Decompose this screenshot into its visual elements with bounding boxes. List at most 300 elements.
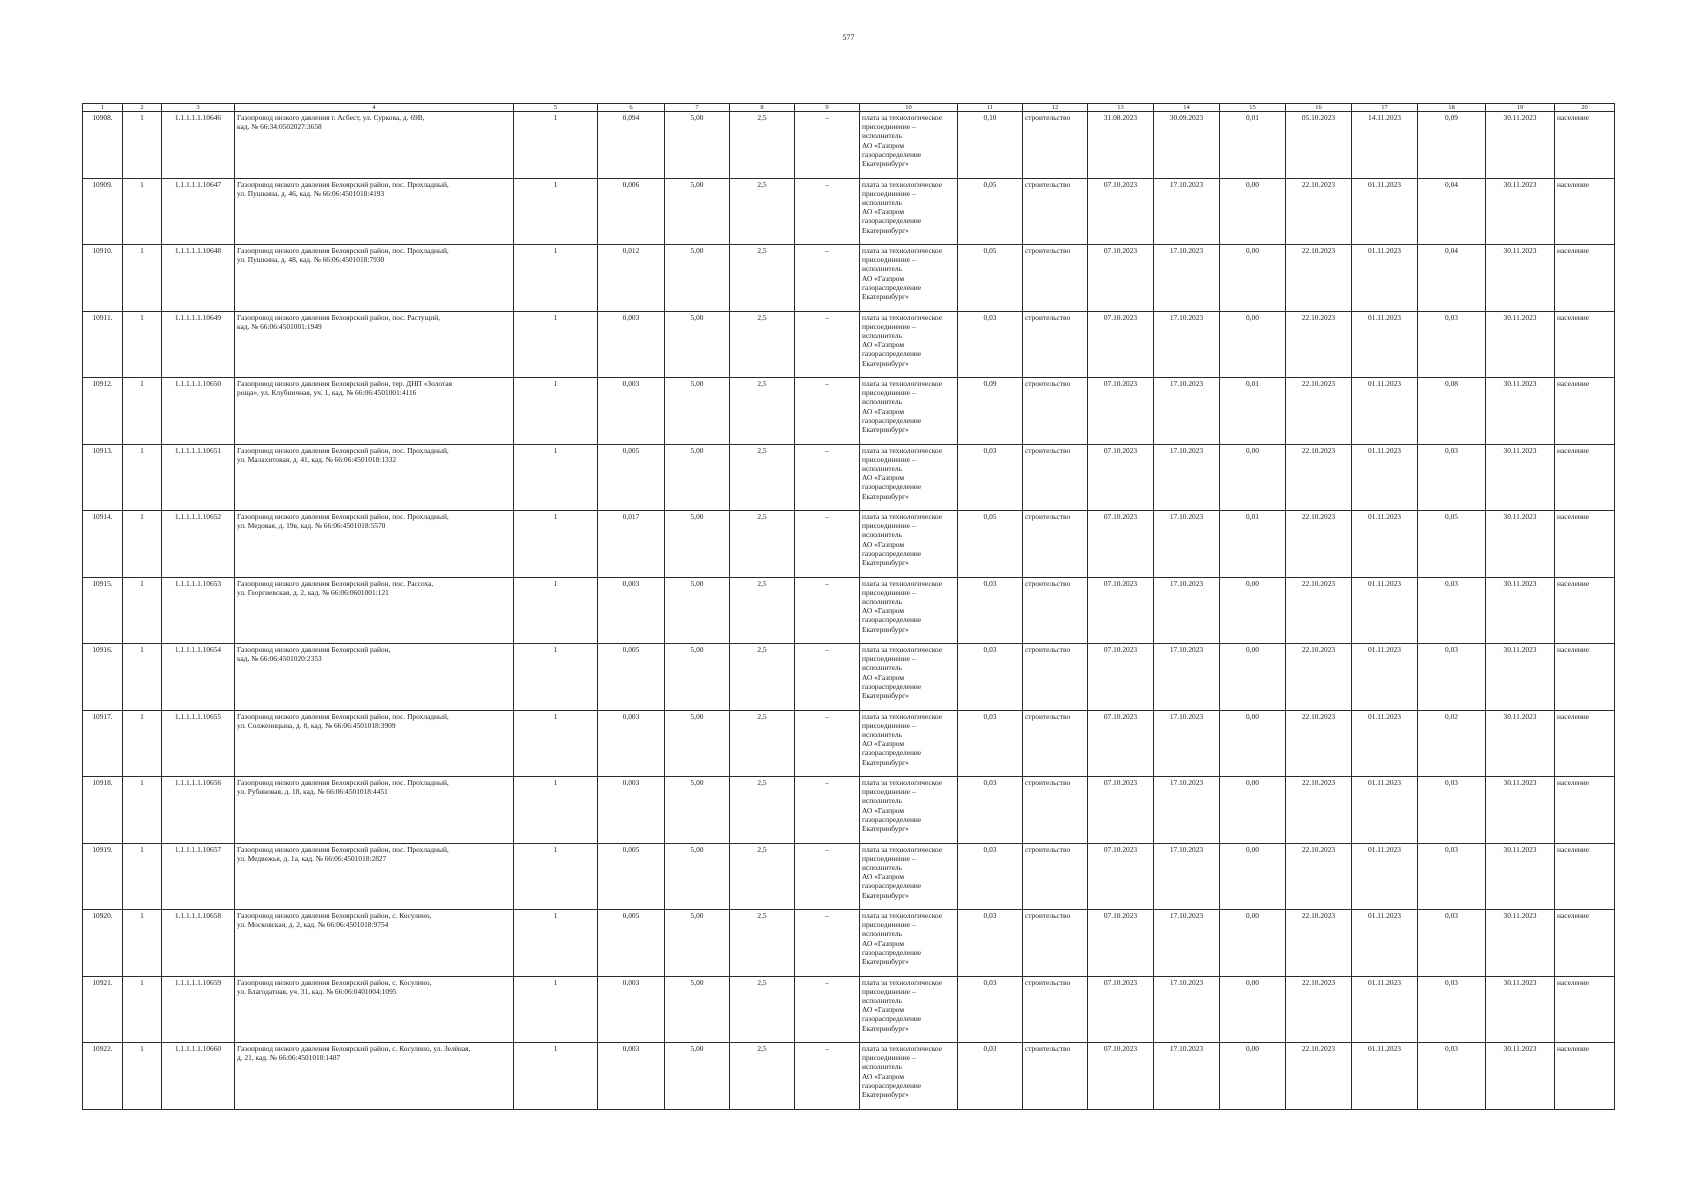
fee-note-line: исполнитель <box>862 1062 902 1072</box>
column-15-cell: 0,00 <box>1220 311 1286 378</box>
column-14-cell: 17.10.2023 <box>1154 910 1220 977</box>
column-13-cell: 07.10.2023 <box>1088 577 1154 644</box>
column-9-cell: – <box>795 444 860 511</box>
fee-note-line: плата за технологическое <box>862 578 943 588</box>
fee-note-line: исполнитель <box>862 596 902 606</box>
column-1-cell: 10915. <box>83 577 123 644</box>
fee-note-line: АО «Газпром <box>862 739 905 749</box>
column-10-cell <box>860 577 958 644</box>
column-10-cell <box>860 511 958 578</box>
column-4-cell <box>235 843 514 910</box>
fee-note-line: АО «Газпром <box>862 140 905 150</box>
description-line: ул. Малахитовая, д. 41, кад. № 66:06:4501018:1332 <box>237 454 397 464</box>
column-5-cell: 1 <box>514 843 598 910</box>
column-16-cell: 22.10.2023 <box>1286 777 1352 844</box>
column-4-cell <box>235 910 514 977</box>
description-line: Газопровод низкого давления Белоярский район, с. Косулино, ул. Зелёная, <box>237 1044 471 1053</box>
column-4-cell <box>235 644 514 711</box>
column-9-cell: – <box>795 577 860 644</box>
column-16-cell: 22.10.2023 <box>1286 511 1352 578</box>
column-17-cell: 01.11.2023 <box>1352 777 1418 844</box>
column-2-cell: 1 <box>123 644 162 711</box>
fee-note-line: присоединение – <box>862 188 916 198</box>
column-12-cell: строительство <box>1023 112 1088 179</box>
column-20-cell: население <box>1555 644 1615 711</box>
table-row <box>83 311 1615 378</box>
column-18-cell: 0,02 <box>1418 710 1486 777</box>
fee-note-line: плата за технологическое <box>862 113 943 122</box>
column-7-cell: 5,00 <box>665 178 730 245</box>
column-20-cell: население <box>1555 378 1615 445</box>
column-9-cell: – <box>795 1043 860 1110</box>
column-3-cell: 1.1.1.1.1.10658 <box>162 910 235 977</box>
fee-note-line: Екатеринбург» <box>862 1023 909 1033</box>
column-12-cell: строительство <box>1023 777 1088 844</box>
fee-note-line: плата за технологическое <box>862 179 943 189</box>
column-2-cell: 1 <box>123 910 162 977</box>
column-7-cell: 5,00 <box>665 976 730 1043</box>
column-17-cell: 01.11.2023 <box>1352 910 1418 977</box>
column-12-cell: строительство <box>1023 245 1088 312</box>
table-row <box>83 644 1615 711</box>
column-7-cell: 5,00 <box>665 710 730 777</box>
column-16-cell: 22.10.2023 <box>1286 1043 1352 1110</box>
description-line: Газопровод низкого давления Белоярский район, пос. Прохладный, <box>237 179 449 189</box>
column-12-cell: строительство <box>1023 910 1088 977</box>
table-body <box>83 112 1615 1110</box>
column-17-cell: 01.11.2023 <box>1352 843 1418 910</box>
column-9-cell: – <box>795 245 860 312</box>
column-7-cell: 5,00 <box>665 311 730 378</box>
header-cell-20: 20 <box>1555 104 1615 112</box>
column-6-cell: 0,003 <box>598 577 665 644</box>
column-2-cell: 1 <box>123 710 162 777</box>
description-line: Газопровод низкого давления Белоярский район, пос. Прохладный, <box>237 778 449 787</box>
column-6-cell: 0,005 <box>598 444 665 511</box>
column-2-cell: 1 <box>123 511 162 578</box>
column-1-cell: 10916. <box>83 644 123 711</box>
column-7-cell: 5,00 <box>665 112 730 179</box>
column-19-cell: 30.11.2023 <box>1486 577 1555 644</box>
column-1-cell: 10911. <box>83 311 123 378</box>
column-1-cell: 10908. <box>83 112 123 179</box>
column-15-cell: 0,00 <box>1220 644 1286 711</box>
column-8-cell: 2,5 <box>730 511 795 578</box>
table-row <box>83 910 1615 977</box>
column-15-cell: 0,01 <box>1220 378 1286 445</box>
column-2-cell: 1 <box>123 1043 162 1110</box>
page-number: 577 <box>842 33 855 42</box>
column-10-cell <box>860 644 958 711</box>
fee-note-line: газораспределение <box>862 149 922 159</box>
column-3-cell: 1.1.1.1.1.10648 <box>162 245 235 312</box>
column-17-cell: 01.11.2023 <box>1352 178 1418 245</box>
column-10-cell <box>860 843 958 910</box>
fee-note-line: исполнитель <box>862 729 902 739</box>
column-12-cell: строительство <box>1023 644 1088 711</box>
fee-note-line: АО «Газпром <box>862 672 905 682</box>
description-line: Газопровод низкого давления Белоярский район, <box>237 645 391 654</box>
column-6-cell: 0,012 <box>598 245 665 312</box>
column-13-cell: 07.10.2023 <box>1088 444 1154 511</box>
column-15-cell: 0,00 <box>1220 1043 1286 1110</box>
fee-note-line: газораспределение <box>862 415 922 425</box>
fee-note-line: Екатеринбург» <box>862 358 909 368</box>
fee-note-line: присоединение – <box>862 388 916 398</box>
column-10-cell <box>860 178 958 245</box>
column-7-cell: 5,00 <box>665 577 730 644</box>
column-3-cell: 1.1.1.1.1.10646 <box>162 112 235 179</box>
column-15-cell: 0,00 <box>1220 710 1286 777</box>
column-8-cell: 2,5 <box>730 444 795 511</box>
column-14-cell: 30.09.2023 <box>1154 112 1220 179</box>
column-17-cell: 01.11.2023 <box>1352 245 1418 312</box>
column-6-cell: 0,005 <box>598 843 665 910</box>
table-row <box>83 577 1615 644</box>
fee-note-line: плата за технологическое <box>862 778 943 787</box>
fee-note-line: присоединение – <box>862 587 916 597</box>
fee-note-line: плата за технологическое <box>862 844 943 854</box>
table-row <box>83 178 1615 245</box>
column-20-cell: население <box>1555 511 1615 578</box>
column-6-cell: 0,003 <box>598 777 665 844</box>
header-cell-10: 10 <box>860 104 958 112</box>
column-9-cell: – <box>795 976 860 1043</box>
fee-note-line: присоединение – <box>862 122 916 132</box>
column-11-cell: 0,03 <box>958 444 1023 511</box>
fee-note-line: Екатеринбург» <box>862 957 909 967</box>
column-20-cell: население <box>1555 1043 1615 1110</box>
description-line: кад. № 66:06:4501020:2353 <box>237 654 322 663</box>
column-1-cell: 10913. <box>83 444 123 511</box>
column-7-cell: 5,00 <box>665 644 730 711</box>
description-line: кад. № 66:34:0502027:3658 <box>237 122 322 131</box>
fee-note-line: присоединение – <box>862 321 916 331</box>
header-cell-18: 18 <box>1418 104 1486 112</box>
column-19-cell: 30.11.2023 <box>1486 910 1555 977</box>
column-12-cell: строительство <box>1023 311 1088 378</box>
header-cell-3: 3 <box>162 104 235 112</box>
fee-note-line: плата за технологическое <box>862 1044 943 1053</box>
column-6-cell: 0,006 <box>598 178 665 245</box>
fee-note-line: Екатеринбург» <box>862 890 909 900</box>
column-7-cell: 5,00 <box>665 378 730 445</box>
column-10-cell <box>860 1043 958 1110</box>
column-16-cell: 22.10.2023 <box>1286 378 1352 445</box>
column-14-cell: 17.10.2023 <box>1154 378 1220 445</box>
fee-note-line: Екатеринбург» <box>862 225 909 235</box>
fee-note-line: исполнитель <box>862 264 902 274</box>
column-16-cell: 22.10.2023 <box>1286 910 1352 977</box>
column-14-cell: 17.10.2023 <box>1154 511 1220 578</box>
description-line: ул. Георгиевская, д. 2, кад. № 66:06:0601001:121 <box>237 587 389 597</box>
fee-note-line: присоединение – <box>862 920 916 930</box>
header-cell-19: 19 <box>1486 104 1555 112</box>
column-17-cell: 01.11.2023 <box>1352 710 1418 777</box>
column-1-cell: 10912. <box>83 378 123 445</box>
fee-note-line: исполнитель <box>862 463 902 473</box>
column-11-cell: 0,10 <box>958 112 1023 179</box>
column-1-cell: 10922. <box>83 1043 123 1110</box>
column-18-cell: 0,03 <box>1418 444 1486 511</box>
column-3-cell: 1.1.1.1.1.10649 <box>162 311 235 378</box>
column-13-cell: 31.08.2023 <box>1088 112 1154 179</box>
column-18-cell: 0,04 <box>1418 178 1486 245</box>
fee-note-line: исполнитель <box>862 330 902 340</box>
column-11-cell: 0,05 <box>958 511 1023 578</box>
column-15-cell: 0,00 <box>1220 910 1286 977</box>
fee-note-line: АО «Газпром <box>862 872 905 882</box>
column-18-cell: 0,03 <box>1418 976 1486 1043</box>
column-6-cell: 0,094 <box>598 112 665 179</box>
column-5-cell: 1 <box>514 644 598 711</box>
column-9-cell: – <box>795 910 860 977</box>
header-cell-7: 7 <box>665 104 730 112</box>
column-19-cell: 30.11.2023 <box>1486 777 1555 844</box>
column-16-cell: 22.10.2023 <box>1286 710 1352 777</box>
column-10-cell <box>860 378 958 445</box>
description-line: ул. Медвежья, д. 1а, кад. № 66:06:4501018:2827 <box>237 853 387 863</box>
column-16-cell: 22.10.2023 <box>1286 178 1352 245</box>
column-10-cell <box>860 710 958 777</box>
column-14-cell: 17.10.2023 <box>1154 245 1220 312</box>
column-11-cell: 0,09 <box>958 378 1023 445</box>
description-line: Газопровод низкого давления Белоярский район, пос. Прохладный, <box>237 246 449 255</box>
column-8-cell: 2,5 <box>730 245 795 312</box>
column-19-cell: 30.11.2023 <box>1486 976 1555 1043</box>
column-1-cell: 10910. <box>83 245 123 312</box>
header-cell-4: 4 <box>235 104 514 112</box>
fee-note-line: присоединение – <box>862 521 916 531</box>
column-19-cell: 30.11.2023 <box>1486 444 1555 511</box>
column-11-cell: 0,03 <box>958 1043 1023 1110</box>
description-line: Газопровод низкого давления Белоярский район, тер. ДНП «Золотая <box>237 379 453 388</box>
fee-note-line: исполнитель <box>862 796 902 806</box>
column-18-cell: 0,03 <box>1418 577 1486 644</box>
column-15-cell: 0,00 <box>1220 444 1286 511</box>
column-17-cell: 01.11.2023 <box>1352 511 1418 578</box>
column-6-cell: 0,005 <box>598 910 665 977</box>
fee-note-line: газораспределение <box>862 216 922 226</box>
column-3-cell: 1.1.1.1.1.10655 <box>162 710 235 777</box>
column-3-cell: 1.1.1.1.1.10650 <box>162 378 235 445</box>
fee-note-line: газораспределение <box>862 881 922 891</box>
column-5-cell: 1 <box>514 378 598 445</box>
fee-note-line: присоединение – <box>862 986 916 996</box>
header-cell-8: 8 <box>730 104 795 112</box>
column-11-cell: 0,03 <box>958 577 1023 644</box>
column-13-cell: 07.10.2023 <box>1088 178 1154 245</box>
column-9-cell: – <box>795 178 860 245</box>
fee-note-line: присоединение – <box>862 1053 916 1063</box>
column-11-cell: 0,03 <box>958 777 1023 844</box>
table-row <box>83 710 1615 777</box>
fee-note-line: плата за технологическое <box>862 645 943 654</box>
fee-note-line: плата за технологическое <box>862 977 943 987</box>
column-18-cell: 0,03 <box>1418 1043 1486 1110</box>
column-19-cell: 30.11.2023 <box>1486 511 1555 578</box>
column-18-cell: 0,04 <box>1418 245 1486 312</box>
column-16-cell: 22.10.2023 <box>1286 976 1352 1043</box>
table-row <box>83 777 1615 844</box>
fee-note-line: АО «Газпром <box>862 805 905 815</box>
column-14-cell: 17.10.2023 <box>1154 577 1220 644</box>
column-13-cell: 07.10.2023 <box>1088 644 1154 711</box>
column-4-cell <box>235 311 514 378</box>
column-8-cell: 2,5 <box>730 710 795 777</box>
column-14-cell: 17.10.2023 <box>1154 444 1220 511</box>
column-5-cell: 1 <box>514 311 598 378</box>
column-14-cell: 17.10.2023 <box>1154 311 1220 378</box>
fee-note-line: АО «Газпром <box>862 207 905 217</box>
column-11-cell: 0,05 <box>958 178 1023 245</box>
column-5-cell: 1 <box>514 511 598 578</box>
column-2-cell: 1 <box>123 112 162 179</box>
fee-note-line: исполнитель <box>862 131 902 141</box>
fee-note-line: Екатеринбург» <box>862 491 909 501</box>
column-18-cell: 0,03 <box>1418 910 1486 977</box>
column-19-cell: 30.11.2023 <box>1486 1043 1555 1110</box>
column-16-cell: 05.10.2023 <box>1286 112 1352 179</box>
description-line: ул. Пушкина, д. 46, кад. № 66:06:4501018:4193 <box>237 188 385 198</box>
fee-note-line: газораспределение <box>862 282 922 292</box>
column-3-cell: 1.1.1.1.1.10647 <box>162 178 235 245</box>
column-20-cell: население <box>1555 311 1615 378</box>
column-20-cell: население <box>1555 245 1615 312</box>
column-10-cell <box>860 910 958 977</box>
description-line: Газопровод низкого давления Белоярский район, с. Косулино, <box>237 977 432 987</box>
fee-note-line: газораспределение <box>862 814 922 824</box>
description-line: Газопровод низкого давления Белоярский район, пос. Прохладный, <box>237 711 449 721</box>
column-17-cell: 01.11.2023 <box>1352 976 1418 1043</box>
fee-note-line: газораспределение <box>862 1014 922 1024</box>
fee-note-line: Екатеринбург» <box>862 691 909 701</box>
description-line: роща», ул. Клубничная, уч. 1, кад. № 66:06:4501001:4116 <box>237 388 417 397</box>
header-cell-14: 14 <box>1154 104 1220 112</box>
column-20-cell: население <box>1555 577 1615 644</box>
description-line: Газопровод низкого давления Белоярский район, пос. Растущий, <box>237 312 441 322</box>
fee-note-line: исполнитель <box>862 929 902 939</box>
fee-note-line: АО «Газпром <box>862 273 905 283</box>
column-12-cell: строительство <box>1023 444 1088 511</box>
header-cell-9: 9 <box>795 104 860 112</box>
column-9-cell: – <box>795 644 860 711</box>
fee-note-line: плата за технологическое <box>862 445 943 455</box>
column-15-cell: 0,00 <box>1220 843 1286 910</box>
fee-note-line: плата за технологическое <box>862 911 943 920</box>
column-12-cell: строительство <box>1023 710 1088 777</box>
column-5-cell: 1 <box>514 178 598 245</box>
header-cell-17: 17 <box>1352 104 1418 112</box>
column-4-cell <box>235 112 514 179</box>
header-cell-2: 2 <box>123 104 162 112</box>
column-5-cell: 1 <box>514 444 598 511</box>
column-3-cell: 1.1.1.1.1.10654 <box>162 644 235 711</box>
column-19-cell: 30.11.2023 <box>1486 311 1555 378</box>
header-cell-16: 16 <box>1286 104 1352 112</box>
fee-note-line: исполнитель <box>862 197 902 207</box>
column-13-cell: 07.10.2023 <box>1088 378 1154 445</box>
fee-note-line: АО «Газпром <box>862 539 905 549</box>
column-7-cell: 5,00 <box>665 843 730 910</box>
column-9-cell: – <box>795 710 860 777</box>
column-15-cell: 0,00 <box>1220 178 1286 245</box>
column-7-cell: 5,00 <box>665 245 730 312</box>
column-16-cell: 22.10.2023 <box>1286 245 1352 312</box>
column-13-cell: 07.10.2023 <box>1088 511 1154 578</box>
column-13-cell: 07.10.2023 <box>1088 710 1154 777</box>
column-7-cell: 5,00 <box>665 777 730 844</box>
column-19-cell: 30.11.2023 <box>1486 843 1555 910</box>
column-5-cell: 1 <box>514 976 598 1043</box>
table-row <box>83 976 1615 1043</box>
table-row <box>83 1043 1615 1110</box>
column-14-cell: 17.10.2023 <box>1154 710 1220 777</box>
column-18-cell: 0,03 <box>1418 644 1486 711</box>
column-9-cell: – <box>795 843 860 910</box>
column-5-cell: 1 <box>514 777 598 844</box>
column-19-cell: 30.11.2023 <box>1486 245 1555 312</box>
description-line: Газопровод низкого давления г. Асбест, ул. Суркова, д. 69В, <box>237 113 425 122</box>
column-1-cell: 10909. <box>83 178 123 245</box>
header-cell-5: 5 <box>514 104 598 112</box>
column-13-cell: 07.10.2023 <box>1088 777 1154 844</box>
column-8-cell: 2,5 <box>730 777 795 844</box>
fee-note-line: присоединение – <box>862 255 916 265</box>
table-row <box>83 245 1615 312</box>
description-line: д. 21, кад. № 66:06:4501018:1487 <box>237 1053 341 1062</box>
column-5-cell: 1 <box>514 112 598 179</box>
column-11-cell: 0,03 <box>958 710 1023 777</box>
column-6-cell: 0,003 <box>598 378 665 445</box>
fee-note-line: АО «Газпром <box>862 406 905 416</box>
column-8-cell: 2,5 <box>730 910 795 977</box>
column-20-cell: население <box>1555 112 1615 179</box>
column-number-row <box>83 104 1615 112</box>
column-8-cell: 2,5 <box>730 378 795 445</box>
column-17-cell: 01.11.2023 <box>1352 577 1418 644</box>
column-20-cell: население <box>1555 444 1615 511</box>
column-10-cell <box>860 777 958 844</box>
column-18-cell: 0,05 <box>1418 511 1486 578</box>
fee-note-line: АО «Газпром <box>862 606 905 616</box>
column-7-cell: 5,00 <box>665 511 730 578</box>
register-table <box>82 103 1615 1110</box>
header-cell-15: 15 <box>1220 104 1286 112</box>
fee-note-line: Екатеринбург» <box>862 1090 909 1100</box>
column-15-cell: 0,00 <box>1220 976 1286 1043</box>
column-16-cell: 22.10.2023 <box>1286 644 1352 711</box>
fee-note-line: АО «Газпром <box>862 473 905 483</box>
table-row <box>83 843 1615 910</box>
fee-note-line: присоединение – <box>862 654 916 664</box>
column-11-cell: 0,03 <box>958 976 1023 1043</box>
column-20-cell: население <box>1555 910 1615 977</box>
column-9-cell: – <box>795 311 860 378</box>
header-cell-11: 11 <box>958 104 1023 112</box>
column-19-cell: 30.11.2023 <box>1486 644 1555 711</box>
fee-note-line: присоединение – <box>862 454 916 464</box>
column-8-cell: 2,5 <box>730 178 795 245</box>
column-1-cell: 10918. <box>83 777 123 844</box>
fee-note-line: АО «Газпром <box>862 340 905 350</box>
column-10-cell <box>860 311 958 378</box>
fee-note-line: газораспределение <box>862 947 922 957</box>
fee-note-line: присоединение – <box>862 787 916 797</box>
column-4-cell <box>235 444 514 511</box>
column-9-cell: – <box>795 378 860 445</box>
column-5-cell: 1 <box>514 577 598 644</box>
